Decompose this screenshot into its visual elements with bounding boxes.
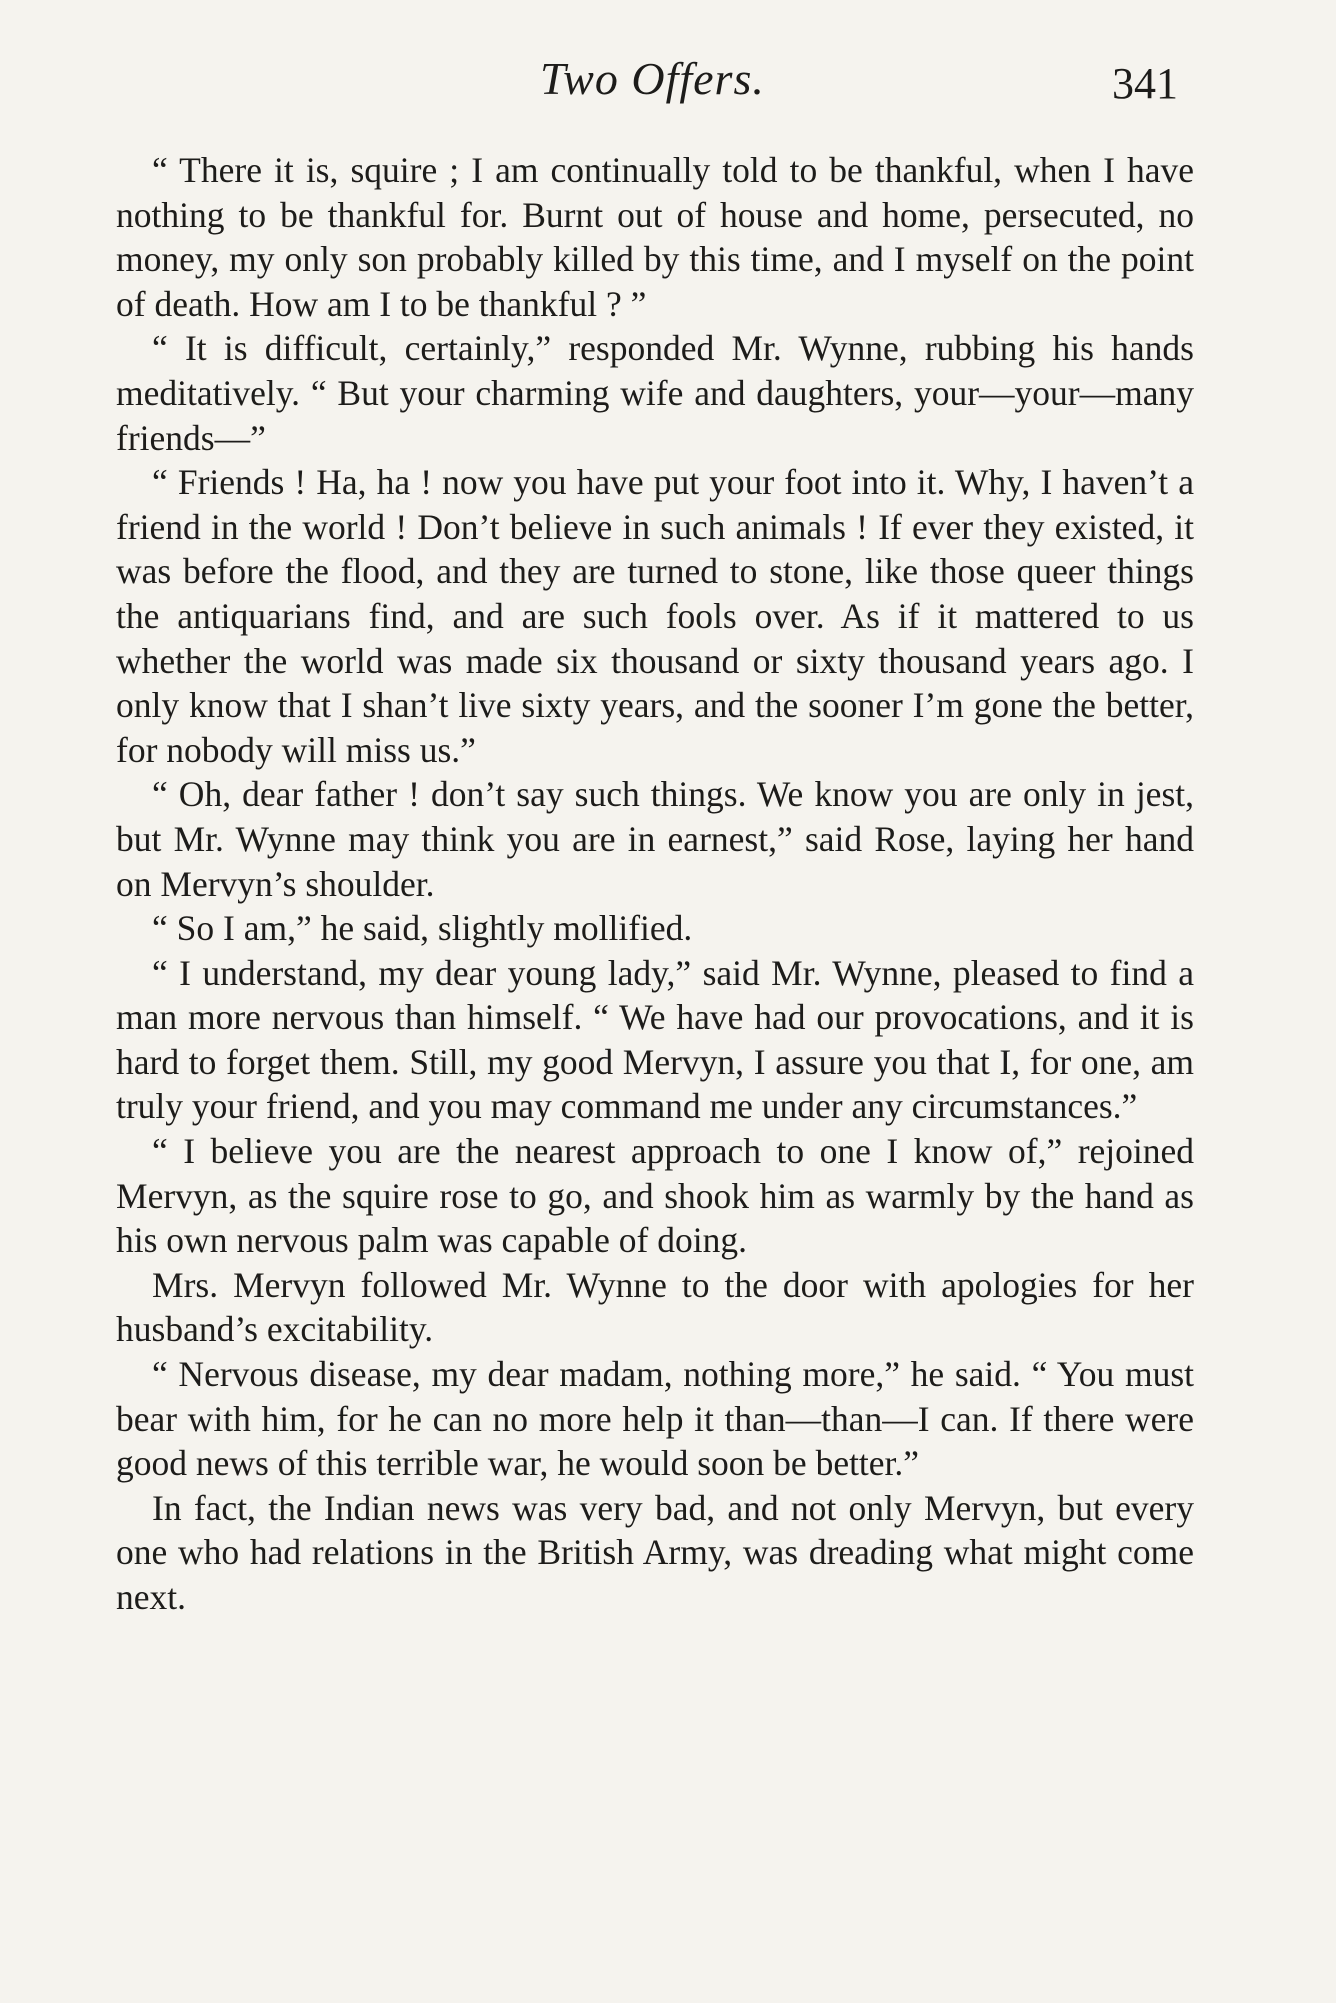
- paragraph-5: “ So I am,” he said, slightly mollified.: [152, 908, 693, 949]
- paragraph-9: “ Nervous disease, my dear madam, nothing more,” he said. “ You must bear with him, for he can no more help it than—than—I can. If there were good news of this terrible war, he would soon be better.”: [116, 1354, 1194, 1484]
- paragraph-2: “ It is difficult, certainly,” responded Mr. Wynne, rubbing his hands meditatively. “ But your charming wife and daughters, your—your—many friends—”: [116, 328, 1194, 458]
- running-title: Two Offers.: [540, 53, 765, 104]
- running-header: [0, 52, 1336, 112]
- paragraph-7: “ I believe you are the nearest approach to one I know of,” rejoined Mervyn, as the squire rose to go, and shook him as warmly by the hand as his own nervous palm was capable of doing.: [116, 1131, 1194, 1261]
- body-text: [116, 148, 1194, 1620]
- paragraph-1: “ There it is, squire ; I am continually told to be thankful, when I have nothing to be thankful for. Burnt out of house and home, persecuted, no money, my only son probably killed by this time, and I myself on the point of death. How am I to be thankful ? ”: [116, 150, 1194, 324]
- page-number: 341: [1112, 59, 1178, 108]
- paragraph-3: “ Friends ! Ha, ha ! now you have put your foot into it. Why, I haven’t a friend in the world ! Don’t believe in such animals ! If ever they existed, it was before the flood, and they are turned to stone, like those queer things the antiquarians find, and are such fools over. As if it mattered to us whether the world was made six thousand or sixty thousand years ago. I only know that I shan’t live sixty years, and the sooner I’m gone the better, for nobody will miss us.”: [116, 462, 1194, 770]
- paragraph-6: “ I understand, my dear young lady,” said Mr. Wynne, pleased to find a man more nervous than himself. “ We have had our provocations, and it is hard to forget them. Still, my good Mervyn, I assure you that I, for one, am truly your friend, and you may command me under any circumstances.”: [116, 952, 1194, 1127]
- paragraph-4: “ Oh, dear father ! don’t say such things. We know you are only in jest, but Mr. Wynne may think you are in earnest,” said Rose, laying her hand on Mervyn’s shoulder.: [116, 774, 1194, 904]
- paragraph-8: Mrs. Mervyn followed Mr. Wynne to the door with apologies for her husband’s excitability.: [116, 1264, 1194, 1350]
- paragraph-10: In fact, the Indian news was very bad, and not only Mervyn, but every one who had relations in the British Army, was dreading what might come next.: [116, 1487, 1194, 1617]
